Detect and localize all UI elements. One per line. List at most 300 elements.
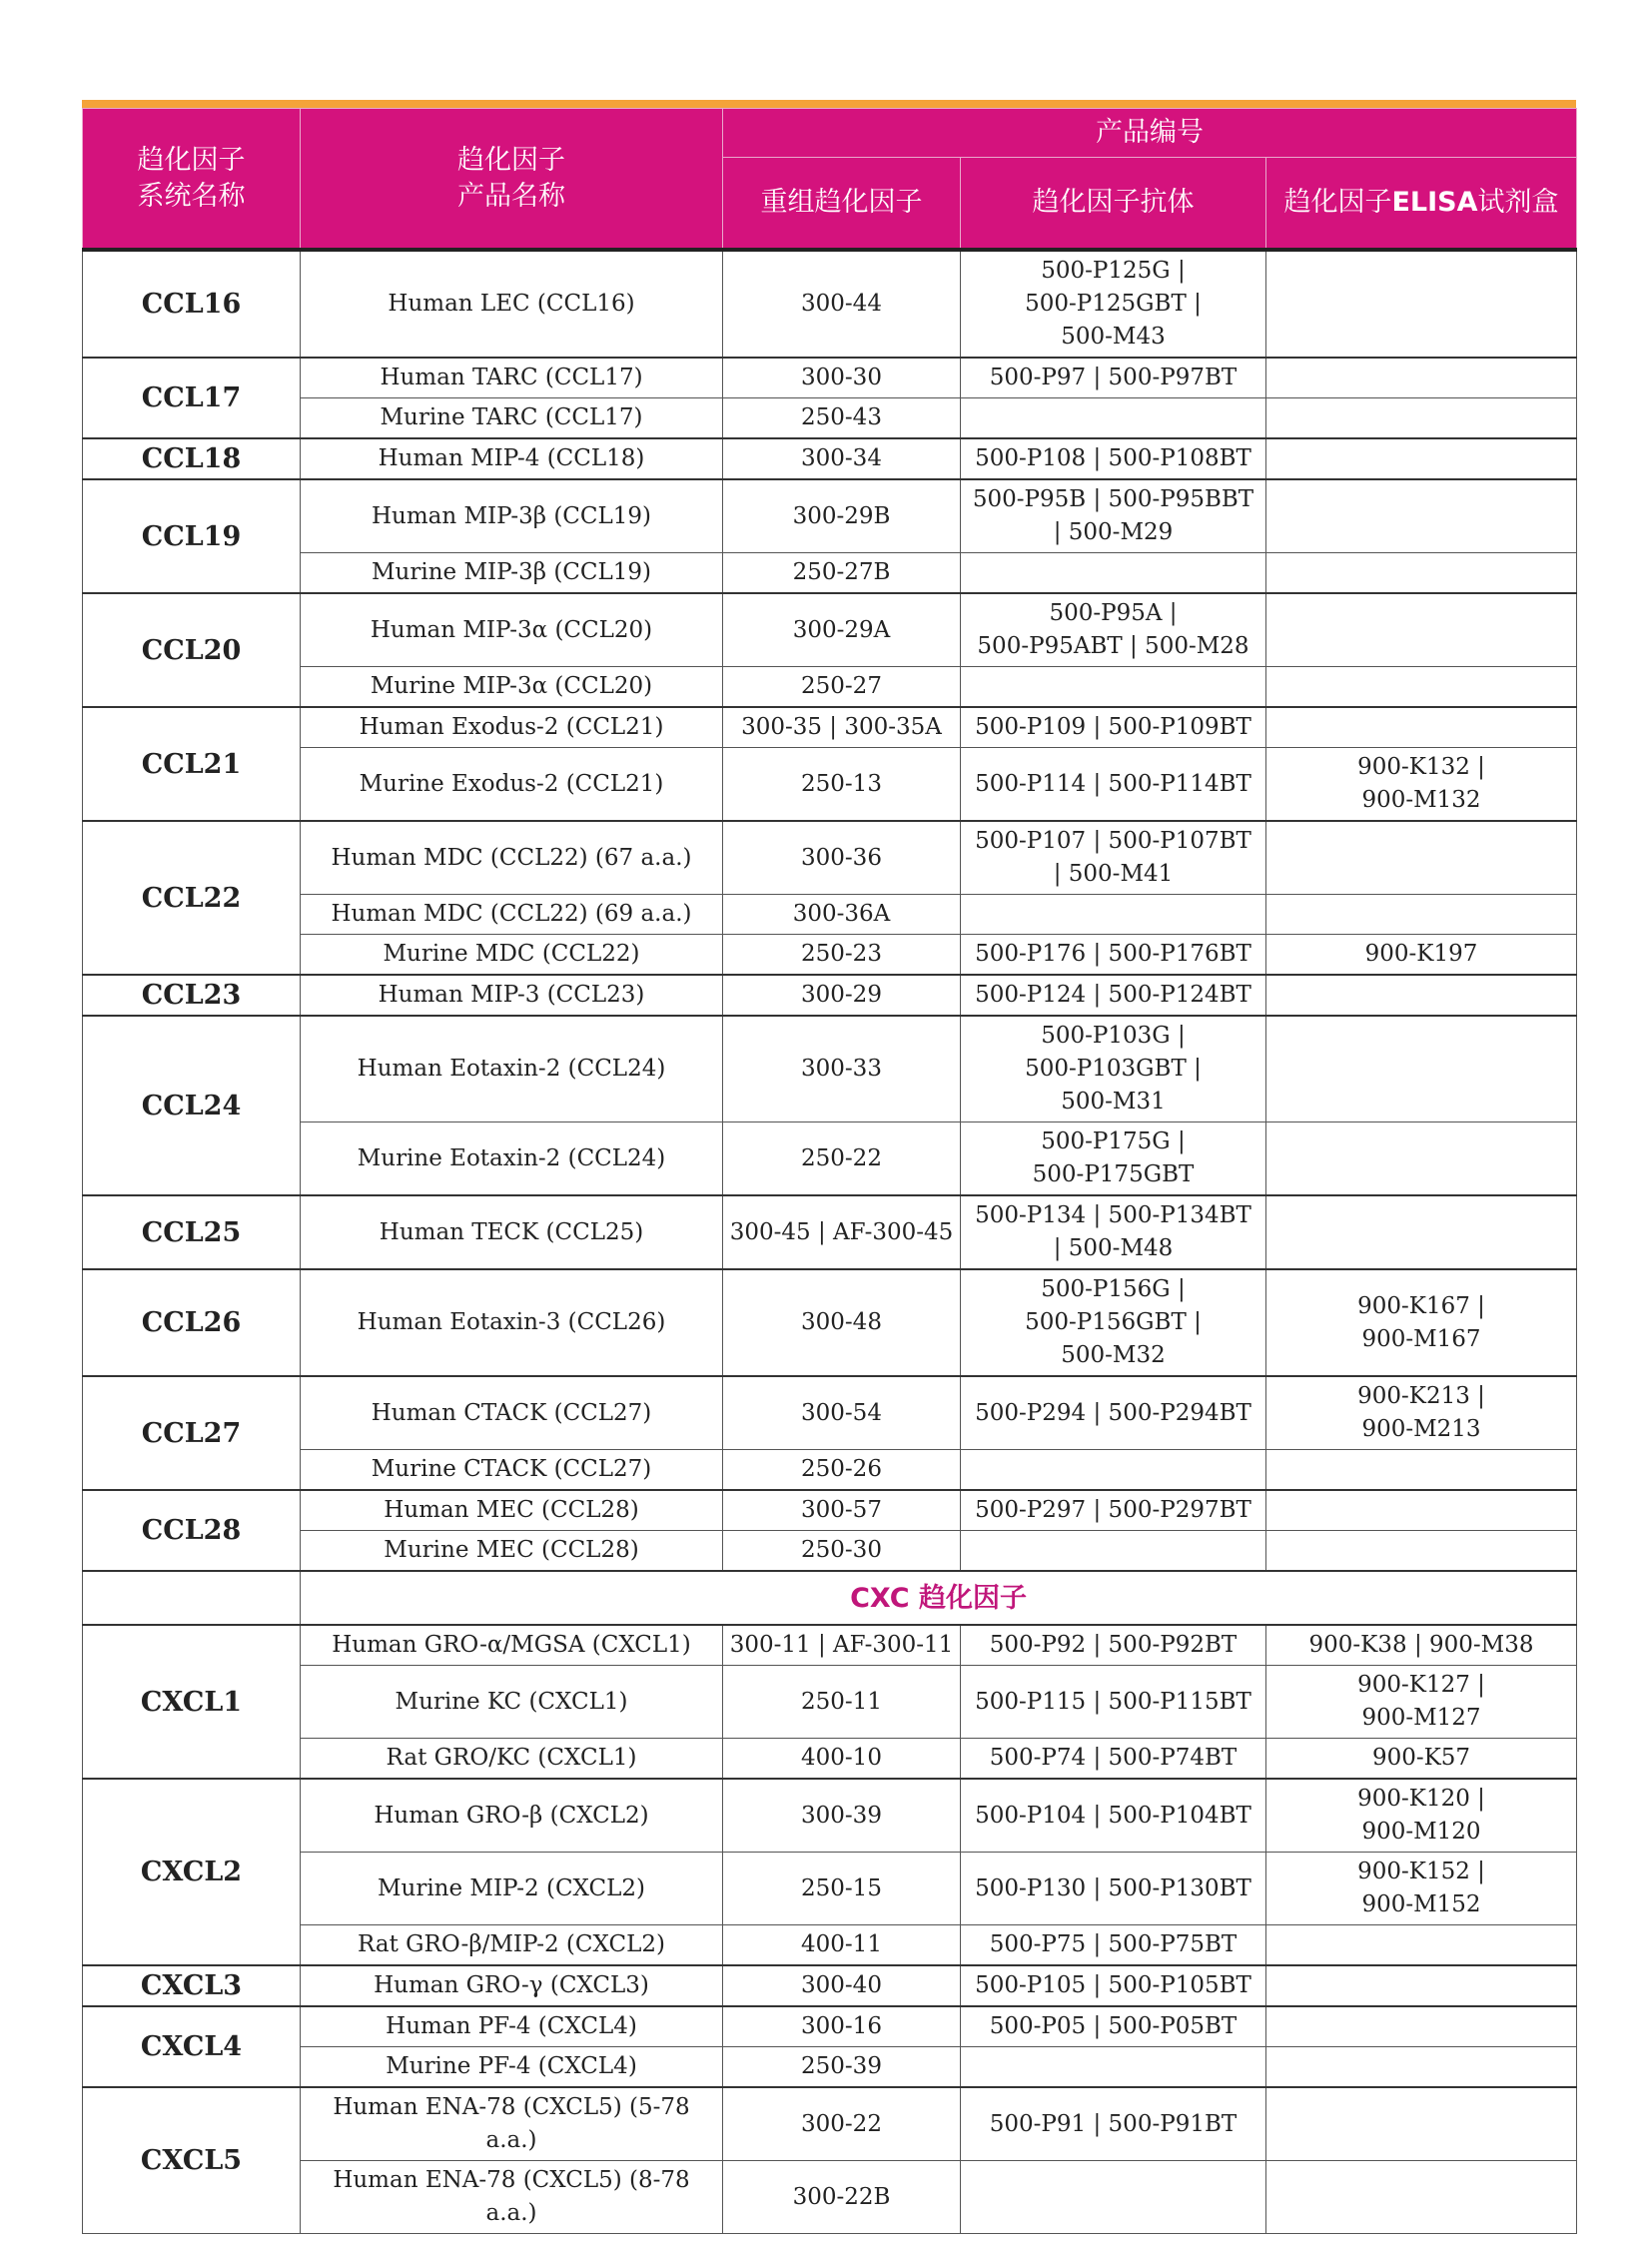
antibody-cell	[961, 2047, 1266, 2088]
antibody-cell	[961, 358, 1266, 398]
recombinant-cell-text: 250-39	[801, 2053, 882, 2079]
system-name-cell	[83, 1779, 301, 1965]
system-name-cell	[83, 1195, 301, 1269]
recombinant-cell	[723, 2006, 961, 2047]
recombinant-cell	[723, 895, 961, 935]
antibody-cell	[961, 593, 1266, 667]
table-body	[83, 250, 1577, 2234]
header-product-number: 产品编号	[723, 109, 1577, 158]
system-name-cell	[83, 1965, 301, 2006]
system-name-cell	[83, 358, 301, 438]
recombinant-cell	[723, 2161, 961, 2234]
product-name-cell-text: Human CTACK (CCL27)	[371, 1399, 652, 1426]
table-row	[83, 1122, 1577, 1196]
antibody-cell-text: 500-P103G |	[1041, 1023, 1186, 1049]
recombinant-cell-text: 300-16	[801, 2013, 882, 2039]
elisa-cell	[1266, 553, 1577, 594]
elisa-cell	[1266, 2087, 1577, 2161]
antibody-cell-text: 500-P103GBT |	[1025, 1056, 1202, 1082]
antibody-cell-text: 500-P156G |	[1041, 1276, 1186, 1302]
table-row	[83, 250, 1577, 358]
recombinant-cell	[723, 1739, 961, 1780]
system-name-cell-text: CXCL1	[140, 1686, 243, 1718]
table-row	[83, 2047, 1577, 2088]
product-name-cell	[301, 398, 723, 439]
antibody-cell	[961, 667, 1266, 708]
antibody-cell	[961, 2006, 1266, 2047]
antibody-cell-text: 500-P125G |	[1041, 258, 1186, 284]
chemokine-product-table	[82, 108, 1577, 2234]
elisa-cell	[1266, 250, 1577, 358]
table-row	[83, 1625, 1577, 1666]
elisa-cell	[1266, 1450, 1577, 1491]
table-row	[83, 975, 1577, 1016]
recombinant-cell	[723, 1625, 961, 1666]
recombinant-cell	[723, 1490, 961, 1531]
elisa-cell	[1266, 1779, 1577, 1853]
product-name-cell-text: Murine MDC (CCL22)	[383, 941, 640, 967]
product-name-cell	[301, 1376, 723, 1450]
product-name-cell-text: Human MEC (CCL28)	[384, 1497, 639, 1523]
product-name-cell-text: Murine MIP-3β (CCL19)	[372, 559, 651, 585]
product-name-cell-text: Human ENA-78 (CXCL5) (5-78 a.a.)	[333, 2094, 690, 2153]
recombinant-cell	[723, 2047, 961, 2088]
product-name-cell	[301, 593, 723, 667]
elisa-cell-text: 900-M127	[1361, 1705, 1481, 1731]
elisa-cell	[1266, 1122, 1577, 1196]
table-row	[83, 1490, 1577, 1531]
recombinant-cell-text: 250-27	[801, 673, 882, 699]
elisa-cell-text: 900-K213 |	[1357, 1383, 1485, 1409]
product-name-cell	[301, 553, 723, 594]
antibody-cell-text: 500-M31	[1061, 1089, 1166, 1115]
product-name-cell	[301, 1666, 723, 1739]
header-elisa-kit: 趋化因子ELISA试剂盒	[1266, 158, 1577, 251]
elisa-cell	[1266, 479, 1577, 553]
product-name-cell	[301, 1739, 723, 1780]
product-name-cell	[301, 1016, 723, 1122]
recombinant-cell	[723, 438, 961, 479]
table-row	[83, 1531, 1577, 1572]
product-name-cell-text: Human MIP-3α (CCL20)	[370, 616, 653, 643]
product-name-cell	[301, 667, 723, 708]
header-antibody: 趋化因子抗体	[961, 158, 1266, 251]
table-row	[83, 2161, 1577, 2234]
table-row	[83, 1269, 1577, 1376]
product-name-cell	[301, 1490, 723, 1531]
antibody-cell	[961, 1531, 1266, 1572]
system-name-cell	[83, 975, 301, 1016]
elisa-cell	[1266, 1965, 1577, 2006]
system-name-cell	[83, 2006, 301, 2087]
antibody-cell	[961, 975, 1266, 1016]
elisa-cell	[1266, 1853, 1577, 1925]
recombinant-cell-text: 250-30	[801, 1537, 882, 1563]
recombinant-cell	[723, 1925, 961, 1966]
elisa-cell	[1266, 1269, 1577, 1376]
recombinant-cell	[723, 935, 961, 976]
recombinant-cell	[723, 821, 961, 895]
antibody-cell-text: 500-P130 | 500-P130BT	[975, 1874, 1251, 1901]
product-name-cell-text: Human Exodus-2 (CCL21)	[359, 714, 664, 740]
recombinant-cell-text: 300-33	[801, 1056, 882, 1082]
product-name-cell	[301, 1269, 723, 1376]
top-accent-bar	[82, 100, 1576, 108]
antibody-cell-text: 500-P05 | 500-P05BT	[989, 2013, 1238, 2039]
system-name-cell-text: CCL20	[141, 634, 242, 666]
product-name-cell	[301, 1625, 723, 1666]
antibody-cell	[961, 1490, 1266, 1531]
antibody-cell	[961, 479, 1266, 553]
recombinant-cell-text: 300-54	[801, 1399, 882, 1426]
product-name-cell-text: Murine PF-4 (CXCL4)	[386, 2053, 637, 2079]
elisa-cell-text: 900-K152 |	[1357, 1859, 1485, 1884]
system-name-cell	[83, 438, 301, 479]
product-name-cell-text: Murine TARC (CCL17)	[380, 404, 643, 430]
recombinant-cell-text: 300-39	[801, 1802, 882, 1829]
product-name-cell	[301, 1450, 723, 1491]
product-name-cell	[301, 1925, 723, 1966]
recombinant-cell-text: 300-44	[801, 291, 882, 317]
system-name-cell-text: CCL23	[141, 980, 242, 1011]
antibody-cell-text: 500-P124 | 500-P124BT	[975, 982, 1251, 1008]
antibody-cell-text: 500-P297 | 500-P297BT	[975, 1497, 1251, 1523]
recombinant-cell	[723, 1195, 961, 1269]
product-name-cell-text: Human MIP-4 (CCL18)	[378, 445, 645, 471]
elisa-cell-text: 900-K167 |	[1357, 1292, 1485, 1319]
table-row	[83, 1925, 1577, 1966]
recombinant-cell-text: 250-11	[801, 1688, 882, 1715]
system-name-cell-text: CCL27	[141, 1417, 242, 1449]
elisa-cell	[1266, 1490, 1577, 1531]
section-blank-cell	[83, 1571, 301, 1625]
elisa-cell-text: 900-K120 |	[1357, 1786, 1485, 1812]
system-name-cell-text: CCL19	[141, 520, 242, 552]
product-name-cell	[301, 1853, 723, 1925]
elisa-cell	[1266, 1666, 1577, 1739]
recombinant-cell	[723, 748, 961, 822]
table-row	[83, 1666, 1577, 1739]
product-name-cell	[301, 250, 723, 358]
elisa-cell	[1266, 398, 1577, 439]
antibody-cell-text: 500-P74 | 500-P74BT	[989, 1745, 1238, 1771]
antibody-cell	[961, 1016, 1266, 1122]
recombinant-cell	[723, 667, 961, 708]
recombinant-cell	[723, 479, 961, 553]
antibody-cell-text: 500-P105 | 500-P105BT	[975, 1972, 1251, 1998]
recombinant-cell	[723, 1853, 961, 1925]
product-name-cell	[301, 479, 723, 553]
antibody-cell	[961, 1625, 1266, 1666]
antibody-cell	[961, 1195, 1266, 1269]
product-name-cell	[301, 748, 723, 822]
recombinant-cell-text: 300-34	[801, 445, 882, 471]
antibody-cell	[961, 1925, 1266, 1966]
table-row	[83, 479, 1577, 553]
antibody-cell-text: 500-P104 | 500-P104BT	[975, 1802, 1251, 1829]
system-name-cell	[83, 1016, 301, 1195]
recombinant-cell-text: 300-35 | 300-35A	[741, 714, 942, 740]
table-row	[83, 667, 1577, 708]
recombinant-cell-text: 400-11	[801, 1931, 882, 1957]
recombinant-cell	[723, 707, 961, 748]
antibody-cell	[961, 250, 1266, 358]
product-name-cell	[301, 2161, 723, 2234]
antibody-cell	[961, 1450, 1266, 1491]
antibody-cell-text: | 500-M48	[1053, 1235, 1174, 1261]
antibody-cell	[961, 553, 1266, 594]
antibody-cell-text: 500-P97 | 500-P97BT	[989, 365, 1238, 390]
elisa-cell	[1266, 1016, 1577, 1122]
system-name-cell-text: CCL21	[141, 748, 242, 780]
product-name-cell-text: Murine MIP-2 (CXCL2)	[377, 1874, 646, 1901]
system-name-cell	[83, 479, 301, 593]
antibody-cell-text: 500-P156GBT |	[1025, 1309, 1202, 1335]
product-name-cell	[301, 1531, 723, 1572]
elisa-cell-text: 900-M213	[1361, 1416, 1481, 1442]
elisa-cell	[1266, 438, 1577, 479]
recombinant-cell-text: 250-13	[801, 770, 882, 797]
recombinant-cell	[723, 2087, 961, 2161]
product-name-cell	[301, 895, 723, 935]
elisa-cell	[1266, 821, 1577, 895]
system-name-cell	[83, 1376, 301, 1490]
product-name-cell-text: Human Eotaxin-2 (CCL24)	[357, 1056, 666, 1082]
elisa-cell	[1266, 2047, 1577, 2088]
elisa-cell	[1266, 358, 1577, 398]
antibody-cell-text: 500-P75 | 500-P75BT	[989, 1931, 1238, 1957]
product-name-cell-text: Murine MEC (CCL28)	[384, 1537, 639, 1563]
product-name-cell-text: Murine MIP-3α (CCL20)	[370, 673, 653, 699]
table-row	[83, 438, 1577, 479]
product-name-cell-text: Murine KC (CXCL1)	[395, 1688, 628, 1715]
system-name-cell	[83, 593, 301, 707]
table-row	[83, 1376, 1577, 1450]
elisa-cell-text: 900-K38 | 900-M38	[1308, 1632, 1534, 1658]
recombinant-cell-text: 300-45 | AF-300-45	[729, 1218, 954, 1245]
antibody-cell	[961, 748, 1266, 822]
elisa-cell	[1266, 2006, 1577, 2047]
product-name-cell	[301, 707, 723, 748]
system-name-cell	[83, 1269, 301, 1376]
recombinant-cell	[723, 975, 961, 1016]
antibody-cell	[961, 1853, 1266, 1925]
product-name-cell-text: Human ENA-78 (CXCL5) (8-78 a.a.)	[333, 2167, 690, 2226]
recombinant-cell	[723, 593, 961, 667]
product-name-cell-text: Human Eotaxin-3 (CCL26)	[357, 1309, 666, 1335]
elisa-cell-text: 900-M132	[1361, 787, 1481, 813]
antibody-cell-text: 500-P95A |	[1049, 600, 1178, 626]
section-title-cxc: CXC 趋化因子	[301, 1571, 1577, 1625]
recombinant-cell	[723, 1666, 961, 1739]
recombinant-cell-text: 300-22	[801, 2110, 882, 2137]
recombinant-cell-text: 300-48	[801, 1309, 882, 1335]
elisa-cell-text: 900-K197	[1364, 941, 1478, 967]
system-name-cell	[83, 250, 301, 358]
recombinant-cell-text: 300-29A	[792, 616, 891, 643]
header-system-name: 趋化因子 系统名称	[83, 109, 301, 251]
product-name-cell	[301, 935, 723, 976]
elisa-cell	[1266, 1376, 1577, 1450]
elisa-cell	[1266, 935, 1577, 976]
table-row	[83, 1016, 1577, 1122]
table-row	[83, 2087, 1577, 2161]
recombinant-cell	[723, 553, 961, 594]
product-name-cell	[301, 1965, 723, 2006]
elisa-cell	[1266, 748, 1577, 822]
antibody-cell-text: 500-P108 | 500-P108BT	[975, 445, 1251, 471]
elisa-cell-text: 900-M152	[1361, 1891, 1481, 1917]
table-row	[83, 553, 1577, 594]
recombinant-cell-text: 300-57	[801, 1497, 882, 1523]
antibody-cell	[961, 398, 1266, 439]
antibody-cell-text: 500-P175GBT	[1032, 1161, 1195, 1187]
antibody-cell	[961, 1739, 1266, 1780]
antibody-cell-text: 500-P294 | 500-P294BT	[975, 1399, 1251, 1426]
system-name-cell-text: CCL28	[141, 1515, 242, 1546]
system-name-cell-text: CXCL3	[140, 1970, 243, 2001]
antibody-cell-text: | 500-M41	[1053, 861, 1174, 887]
antibody-cell	[961, 1269, 1266, 1376]
recombinant-cell	[723, 1376, 961, 1450]
recombinant-cell	[723, 1016, 961, 1122]
recombinant-cell-text: 300-36A	[792, 901, 891, 927]
table-row	[83, 935, 1577, 976]
table-row	[83, 398, 1577, 439]
recombinant-cell	[723, 398, 961, 439]
antibody-cell-text: 500-P109 | 500-P109BT	[975, 714, 1251, 740]
antibody-cell	[961, 1666, 1266, 1739]
product-name-cell-text: Rat GRO/KC (CXCL1)	[386, 1745, 637, 1771]
antibody-cell	[961, 707, 1266, 748]
table-row	[83, 707, 1577, 748]
recombinant-cell-text: 250-27B	[792, 559, 891, 585]
table-row	[83, 1739, 1577, 1780]
recombinant-cell	[723, 1269, 961, 1376]
recombinant-cell-text: 300-29B	[792, 502, 891, 529]
antibody-cell	[961, 1122, 1266, 1196]
recombinant-cell	[723, 1965, 961, 2006]
antibody-cell-text: 500-P92 | 500-P92BT	[989, 1632, 1238, 1658]
recombinant-cell-text: 300-11 | AF-300-11	[729, 1632, 954, 1658]
product-name-cell	[301, 1122, 723, 1196]
antibody-cell	[961, 1779, 1266, 1853]
recombinant-cell-text: 300-30	[801, 365, 882, 390]
recombinant-cell-text: 250-26	[801, 1456, 882, 1482]
table-row	[83, 821, 1577, 895]
recombinant-cell-text: 250-22	[801, 1144, 882, 1171]
elisa-cell-text: 900-K127 |	[1357, 1672, 1485, 1698]
elisa-cell-text: 900-K57	[1371, 1745, 1471, 1771]
product-name-cell-text: Human TECK (CCL25)	[379, 1218, 644, 1245]
table-row	[83, 895, 1577, 935]
antibody-cell	[961, 1376, 1266, 1450]
antibody-cell	[961, 2161, 1266, 2234]
elisa-cell-text: 900-M120	[1361, 1819, 1481, 1845]
antibody-cell-text: 500-P125GBT |	[1025, 291, 1202, 317]
recombinant-cell-text: 300-40	[801, 1972, 882, 1998]
product-name-cell-text: Human MIP-3 (CCL23)	[378, 982, 645, 1008]
antibody-cell	[961, 895, 1266, 935]
recombinant-cell-text: 400-10	[801, 1745, 882, 1771]
antibody-cell-text: 500-P95B | 500-P95BBT	[972, 486, 1254, 512]
section-header-row	[83, 1571, 1577, 1625]
product-name-cell-text: Human GRO-γ (CXCL3)	[374, 1972, 649, 1998]
antibody-cell	[961, 1965, 1266, 2006]
elisa-cell	[1266, 1925, 1577, 1966]
recombinant-cell	[723, 1450, 961, 1491]
elisa-cell	[1266, 707, 1577, 748]
elisa-cell-text: 900-M167	[1361, 1325, 1481, 1352]
product-name-cell	[301, 2087, 723, 2161]
product-name-cell-text: Human LEC (CCL16)	[388, 291, 635, 317]
antibody-cell-text: 500-M32	[1061, 1342, 1166, 1368]
antibody-cell-text: 500-P91 | 500-P91BT	[989, 2110, 1238, 2137]
table-row	[83, 1779, 1577, 1853]
antibody-cell-text: 500-M43	[1061, 324, 1166, 350]
table-row	[83, 1853, 1577, 1925]
table-row	[83, 1965, 1577, 2006]
antibody-cell	[961, 2087, 1266, 2161]
elisa-cell	[1266, 1625, 1577, 1666]
table-row	[83, 1450, 1577, 1491]
product-name-cell	[301, 1779, 723, 1853]
antibody-cell-text: 500-P95ABT | 500-M28	[977, 633, 1249, 659]
recombinant-cell	[723, 1531, 961, 1572]
product-name-cell	[301, 2047, 723, 2088]
table-row	[83, 2006, 1577, 2047]
table-row	[83, 358, 1577, 398]
recombinant-cell	[723, 250, 961, 358]
product-name-cell-text: Human PF-4 (CXCL4)	[386, 2013, 637, 2039]
table-row	[83, 748, 1577, 822]
recombinant-cell-text: 300-36	[801, 844, 882, 871]
elisa-cell	[1266, 1739, 1577, 1780]
system-name-cell-text: CXCL4	[140, 2031, 243, 2062]
system-name-cell-text: CCL16	[141, 289, 242, 320]
elisa-cell	[1266, 975, 1577, 1016]
antibody-cell	[961, 935, 1266, 976]
antibody-cell	[961, 438, 1266, 479]
system-name-cell-text: CCL24	[141, 1090, 242, 1121]
product-name-cell-text: Human GRO-α/MGSA (CXCL1)	[332, 1632, 691, 1658]
system-name-cell	[83, 821, 301, 975]
recombinant-cell-text: 250-23	[801, 941, 882, 967]
elisa-cell	[1266, 667, 1577, 708]
header-product-name: 趋化因子 产品名称	[301, 109, 723, 251]
product-name-cell	[301, 975, 723, 1016]
system-name-cell-text: CCL22	[141, 882, 242, 914]
product-name-cell-text: Murine Exodus-2 (CCL21)	[359, 770, 664, 797]
product-name-cell	[301, 2006, 723, 2047]
system-name-cell-text: CXCL5	[140, 2145, 243, 2176]
header-recombinant: 重组趋化因子	[723, 158, 961, 251]
product-name-cell-text: Human GRO-β (CXCL2)	[374, 1802, 649, 1829]
elisa-cell	[1266, 593, 1577, 667]
system-name-cell	[83, 1490, 301, 1571]
antibody-cell-text: 500-P175G |	[1041, 1128, 1186, 1154]
elisa-cell	[1266, 895, 1577, 935]
product-name-cell-text: Human MDC (CCL22) (69 a.a.)	[331, 901, 692, 927]
recombinant-cell-text: 250-43	[801, 404, 882, 430]
antibody-cell	[961, 821, 1266, 895]
antibody-cell-text: 500-P114 | 500-P114BT	[975, 770, 1251, 797]
table-row	[83, 1195, 1577, 1269]
product-name-cell	[301, 821, 723, 895]
recombinant-cell-text: 250-15	[801, 1874, 882, 1901]
product-name-cell	[301, 438, 723, 479]
elisa-cell	[1266, 2161, 1577, 2234]
